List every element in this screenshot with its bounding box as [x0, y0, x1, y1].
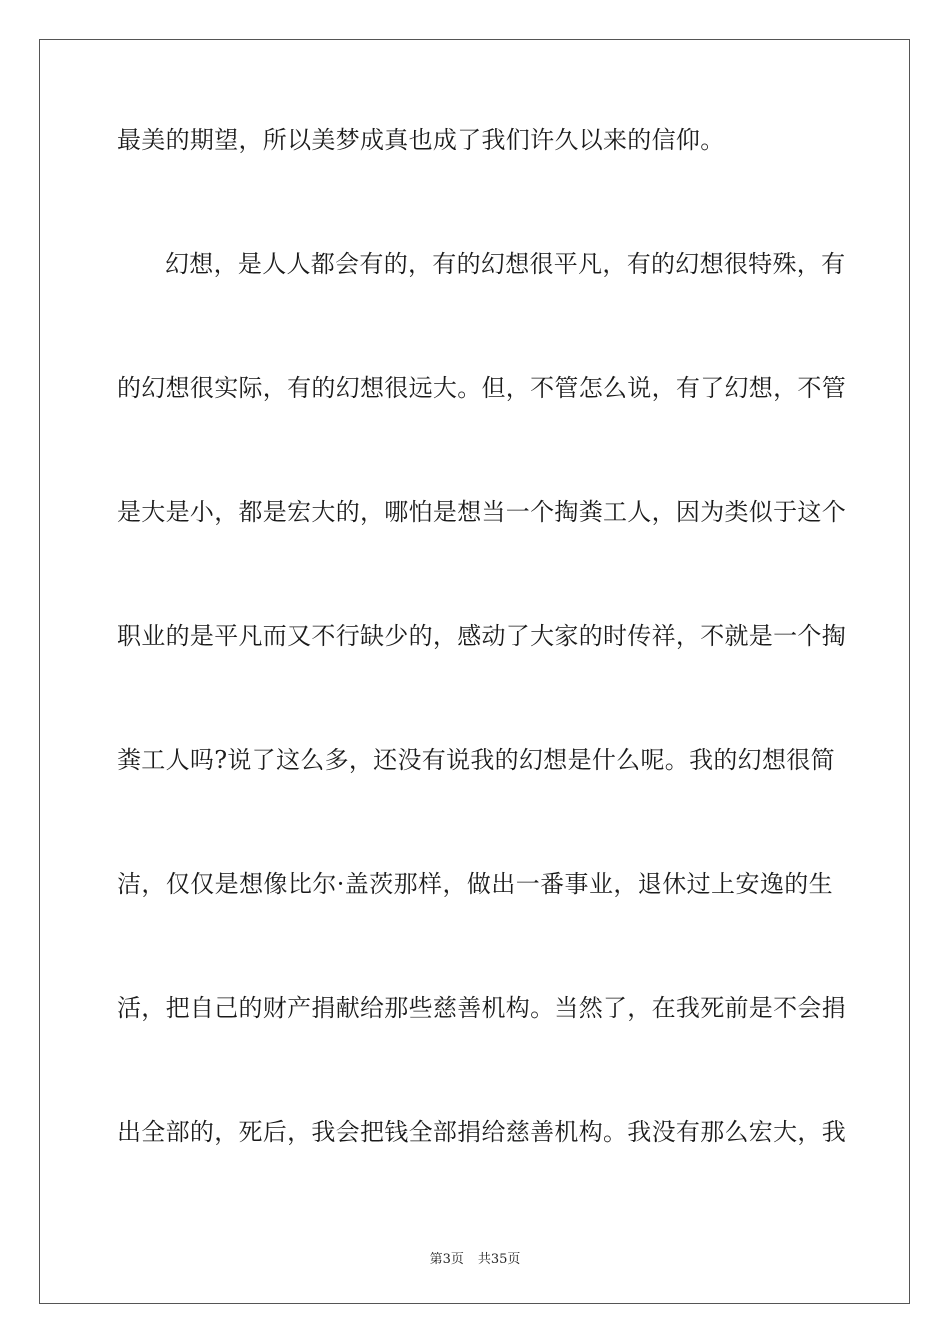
- paragraph-line: 幻想，是人人都会有的，有的幻想很平凡，有的幻想很特殊，有: [165, 250, 846, 278]
- page-footer: [0, 1248, 950, 1267]
- paragraph-line: 职业的是平凡而又不行缺少的，感动了大家的时传祥，不就是一个掏: [117, 622, 846, 650]
- paragraph-line: 是大是小，都是宏大的，哪怕是想当一个掏粪工人，因为类似于这个: [117, 498, 846, 526]
- document-body: [117, 120, 846, 1236]
- paragraph-line: 洁，仅仅是想像比尔·盖茨那样，做出一番事业，退休过上安逸的生: [117, 870, 833, 898]
- page-number: 第3页: [429, 1252, 464, 1267]
- paragraph-line: 粪工人吗?说了这么多，还没有说我的幻想是什么呢。我的幻想很简: [117, 746, 835, 774]
- total-pages: 共35页: [477, 1252, 521, 1267]
- paragraph-line: 活，把自己的财产捐献给那些慈善机构。当然了，在我死前是不会捐: [117, 994, 846, 1022]
- paragraph-line: 最美的期望，所以美梦成真也成了我们许久以来的信仰。: [117, 126, 725, 154]
- paragraph-line: 出全部的，死后，我会把钱全部捐给慈善机构。我没有那么宏大，我: [117, 1118, 846, 1146]
- paragraph-line: 的幻想很实际，有的幻想很远大。但，不管怎么说，有了幻想，不管: [117, 374, 846, 402]
